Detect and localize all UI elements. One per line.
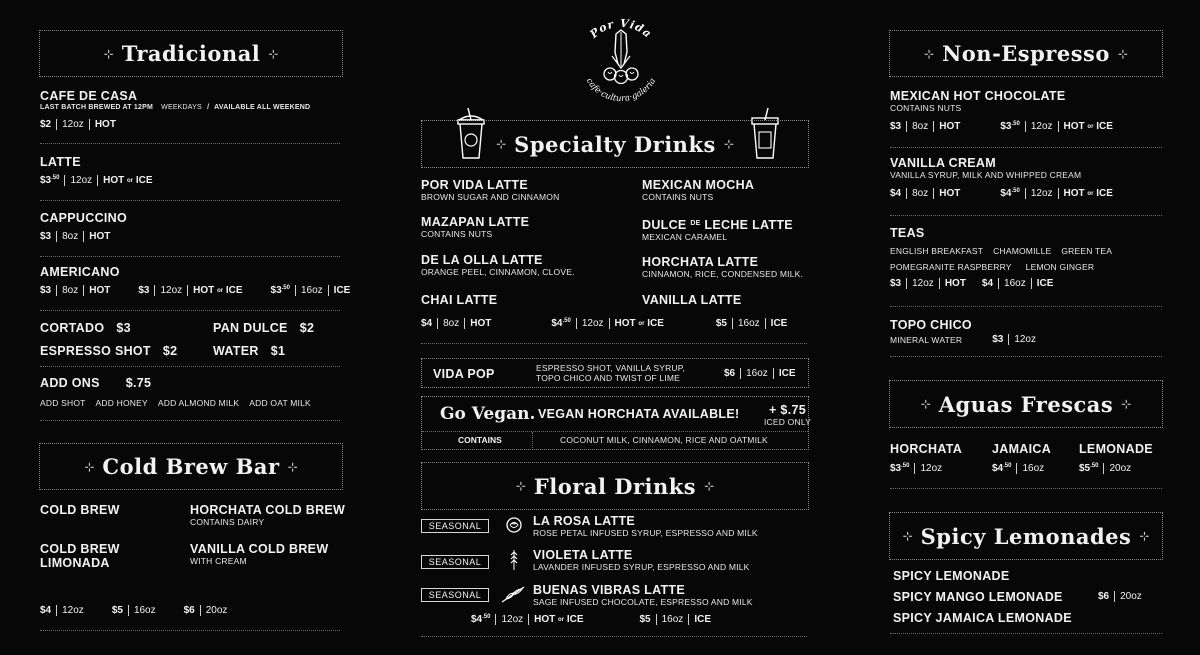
price-row: $\$3^{.50}$ 12oz HOT or ICE: [40, 175, 153, 186]
item-desc: CONTAINS DAIRY: [190, 517, 265, 527]
menu-item-espresso-shot: ESPRESSO SHOT $2: [40, 344, 178, 358]
menu-item-spicy-lemonade: SPICY LEMONADE: [893, 569, 1010, 583]
ornament-icon: ⊹: [515, 479, 526, 493]
item-name: VANILLA CREAM: [890, 156, 996, 170]
menu-item-vanilla-latte: [642, 293, 742, 307]
item-name-line2: LIMONADA: [40, 556, 110, 570]
item-desc: CONTAINS NUTS: [421, 229, 493, 239]
ornament-icon: ⊹: [103, 46, 114, 61]
menu-item-dulce-de-leche-latte: [642, 218, 793, 242]
section-title: Aguas Frescas: [938, 391, 1114, 417]
item-desc: VANILLA SYRUP, MILK AND WHIPPED CREAM: [890, 170, 1082, 180]
price-row: $\$4^{.50}$ 16oz: [992, 463, 1054, 474]
menu-item-americano: [40, 265, 360, 296]
divider: [890, 633, 1162, 634]
menu-item-spicy-jamaica-lemonade: SPICY JAMAICA LEMONADE: [893, 611, 1072, 625]
header-spicy-lemonades: [889, 512, 1163, 560]
logo: [572, 12, 670, 110]
item-note: LAST BATCH BREWED AT 12PM WEEKDAYS / AVAILABLE ALL WEEKEND: [40, 104, 311, 111]
menu-item-mexican-mocha: [642, 178, 754, 202]
menu-item-cold-brew: [40, 503, 120, 517]
sage-icon: [500, 584, 528, 609]
divider: [421, 636, 807, 637]
item-name: VIOLETA LATTE: [533, 548, 633, 562]
seasonal-badge: SEASONAL: [421, 555, 489, 569]
price-row: $4 8oz HOT $\$4^{.50}$ 12oz HOT or ICE: [890, 188, 1113, 199]
floral-prices: $\$4^{.50}$ 12oz HOT or ICE $5 16oz ICE: [471, 614, 711, 625]
divider: [40, 630, 340, 631]
item-desc: ESPRESSO SHOT, VANILLA SYRUP, TOPO CHICO AND TWIST OF LIME: [536, 363, 686, 383]
price-row: $3 8oz HOT: [40, 231, 111, 242]
praying-hands-icon: [572, 12, 670, 110]
section-title: Spicy Lemonades: [920, 523, 1132, 549]
item-desc: CONTAINS NUTS: [642, 192, 714, 202]
ornament-icon: ⊹: [902, 529, 913, 543]
ornament-icon: ⊹: [924, 46, 935, 61]
item-name: JAMAICA: [992, 442, 1052, 456]
divider: [40, 366, 340, 367]
logo-brand: Por Vida: [587, 16, 655, 41]
item-name: LA ROSA LATTE: [533, 514, 636, 528]
svg-text:cafe·cultura·galeria: [584, 77, 658, 105]
menu-item-mazapan-latte: [421, 215, 529, 239]
item-name: LATTE: [40, 155, 81, 169]
ornament-icon: ⊹: [268, 46, 279, 61]
ornament-icon: ⊹: [287, 459, 298, 474]
divider: [40, 256, 340, 257]
menu-item-mexican-hot-chocolate: [890, 89, 1123, 132]
divider: [40, 143, 340, 144]
menu-item-topo-chico: [890, 318, 1046, 345]
menu-item-teas: [890, 226, 1112, 289]
header-specialty: [421, 120, 809, 168]
header-floral: [421, 462, 809, 510]
divider: [890, 356, 1162, 357]
ornament-icon: ⊹: [496, 137, 507, 151]
price-row: $3 8oz HOT $\$3^{.50}$ 12oz HOT or ICE: [890, 121, 1113, 132]
item-name: MEXICAN HOT CHOCOLATE: [890, 89, 1066, 103]
price-row: $3 8oz HOT $3 12oz HOT or ICE $\$3^{.50}$ 16oz ICE: [40, 285, 351, 296]
menu-item-la-rosa-latte: [533, 514, 758, 538]
price-row: $\$5^{.50}$ 20oz: [1079, 463, 1153, 474]
divider: [40, 420, 340, 421]
ornament-icon: ⊹: [704, 479, 715, 493]
item-name: MEXICAN MOCHA: [642, 178, 755, 192]
item-name: COLD BREW: [40, 503, 120, 517]
logo-tagline: cafe·cultura·galeria: [583, 76, 659, 105]
menu-item-water: WATER $1: [213, 344, 286, 358]
item-name: VANILLA LATTE: [642, 293, 742, 307]
menu-item-cold-brew-limonada: [40, 542, 120, 570]
section-title: Cold Brew Bar: [102, 454, 280, 479]
item-name: BUENAS VIBRAS LATTE: [533, 583, 686, 597]
item-name: POR VIDA LATTE: [421, 178, 528, 192]
item-desc: ORANGE PEEL, CINNAMON, CLOVE.: [421, 267, 575, 277]
item-name: HORCHATA: [890, 442, 963, 456]
menu-item-de-la-olla-latte: [421, 253, 575, 277]
menu-item-violeta-latte: [533, 548, 750, 572]
seasonal-badge: SEASONAL: [421, 588, 489, 602]
menu-item-horchata-cold-brew: [190, 503, 345, 527]
menu-item-cafe-de-casa: [40, 89, 310, 130]
section-title: Tradicional: [121, 41, 261, 66]
item-name: HORCHATA COLD BREW: [190, 503, 346, 517]
tea-list-row1: ENGLISH BREAKFAST CHAMOMILLE GREEN TEA: [890, 246, 1113, 256]
item-desc: CONTAINS NUTS: [890, 103, 962, 113]
cold-brew-prices: $4 12oz $5 16oz $6 20oz: [40, 605, 237, 616]
item-name: TEAS: [890, 226, 925, 240]
menu-item-vanilla-cream: [890, 156, 1123, 199]
vegan-price: + $.75 ICED ONLY: [764, 403, 811, 427]
ornament-icon: ⊹: [84, 459, 95, 474]
menu-item-lemonade: [1079, 442, 1153, 474]
item-name: VIDA POP: [433, 367, 495, 381]
item-name: CAPPUCCINO: [40, 211, 128, 225]
price-row: $3 12oz HOT $4 16oz ICE: [890, 278, 1054, 289]
menu-item-horchata: [890, 442, 962, 474]
menu-item-cortado: CORTADO $3: [40, 321, 131, 335]
item-name: DE LA OLLA LATTE: [421, 253, 543, 267]
header-cold-brew: [39, 443, 343, 490]
ornament-icon: ⊹: [723, 137, 734, 151]
divider: [421, 343, 807, 344]
menu-item-chai-latte: [421, 293, 497, 307]
vegan-title: Go Vegan.: [440, 404, 536, 424]
item-name: CHAI LATTE: [421, 293, 498, 307]
header-tradicional: [39, 30, 343, 77]
item-desc: SAGE INFUSED CHOCOLATE, ESPRESSO AND MILK: [533, 597, 753, 607]
ornament-icon: ⊹: [1139, 529, 1150, 543]
divider: [40, 310, 340, 311]
ornament-icon: ⊹: [1121, 397, 1132, 411]
menu-item-vanilla-cold-brew: [190, 542, 328, 566]
menu-item-pan-dulce: PAN DULCE $2: [213, 321, 315, 335]
rose-icon: [505, 516, 523, 539]
item-desc: ROSE PETAL INFUSED SYRUP, ESPRESSO AND MILK: [533, 528, 758, 538]
price-row: $\$3^{.50}$ 12oz: [890, 463, 962, 474]
item-name: VANILLA COLD BREW: [190, 542, 329, 556]
specialty-prices: $4 8oz HOT $\$4^{.50}$ 12oz HOT or ICE $5 16oz ICE: [421, 318, 788, 329]
vida-pop-box: [421, 358, 809, 388]
vegan-contains: COCONUT MILK, CINNAMON, RICE AND OATMILK: [560, 435, 768, 445]
spicy-price: $6 20oz: [1098, 591, 1152, 602]
go-vegan-box: [421, 396, 809, 450]
menu-item-spicy-mango-lemonade: SPICY MANGO LEMONADE: [893, 590, 1063, 604]
item-desc: LAVANDER INFUSED SYRUP, ESPRESSO AND MILK: [533, 562, 750, 572]
item-name: DULCE $^{DE}$ LECHE LATTE: [642, 218, 793, 232]
item-desc: BROWN SUGAR AND CINNAMON: [421, 192, 560, 202]
divider: [890, 147, 1162, 148]
menu-item-add-ons: [40, 376, 311, 408]
menu-item-latte: [40, 155, 163, 186]
item-name: ADD ONS $.75: [40, 376, 152, 390]
section-title: Specialty Drinks: [514, 131, 716, 157]
item-name: HORCHATA LATTE: [642, 255, 759, 269]
vegan-headline: VEGAN HORCHATA AVAILABLE!: [538, 407, 740, 421]
vegan-contains-label: CONTAINS: [458, 435, 502, 445]
item-desc: CINNAMON, RICE, CONDENSED MILK.: [642, 269, 804, 279]
item-name: AMERICANO: [40, 265, 120, 279]
tea-list-row2: POMEGRANITE RASPBERRY LEMON GINGER: [890, 262, 1095, 272]
menu-item-buenas-vibras-latte: [533, 583, 753, 607]
menu-item-cappuccino: [40, 211, 127, 242]
item-desc: WITH CREAM: [190, 556, 247, 566]
divider: [40, 200, 340, 201]
item-name: MAZAPAN LATTE: [421, 215, 530, 229]
item-name: COLD BREW: [40, 542, 120, 556]
price-row: MINERAL WATER $3 12oz: [890, 334, 1046, 345]
divider: [890, 215, 1162, 216]
ornament-icon: ⊹: [1117, 46, 1128, 61]
item-desc: MEXICAN CARAMEL: [642, 232, 728, 242]
item-name: LEMONADE: [1079, 442, 1153, 456]
header-non-espresso: [889, 30, 1163, 77]
section-title: Non-Espresso: [942, 41, 1110, 66]
price-row: $6 16oz ICE: [724, 368, 796, 379]
divider: [890, 306, 1162, 307]
lavender-icon: [506, 548, 522, 577]
item-name: CAFE DE CASA: [40, 89, 138, 103]
section-title: Floral Drinks: [533, 473, 697, 499]
menu-item-por-vida-latte: [421, 178, 559, 202]
header-aguas-frescas: [889, 380, 1163, 428]
menu-item-horchata-latte: [642, 255, 803, 279]
seasonal-badge: SEASONAL: [421, 519, 489, 533]
ornament-icon: ⊹: [920, 397, 931, 411]
menu-item-jamaica: [992, 442, 1054, 474]
divider: [890, 488, 1162, 489]
item-name: TOPO CHICO: [890, 318, 972, 332]
add-ons-list: ADD SHOT ADD HONEY ADD ALMOND MILK ADD OAT MILK: [40, 398, 311, 408]
price-row: $2 12oz HOT: [40, 119, 116, 130]
